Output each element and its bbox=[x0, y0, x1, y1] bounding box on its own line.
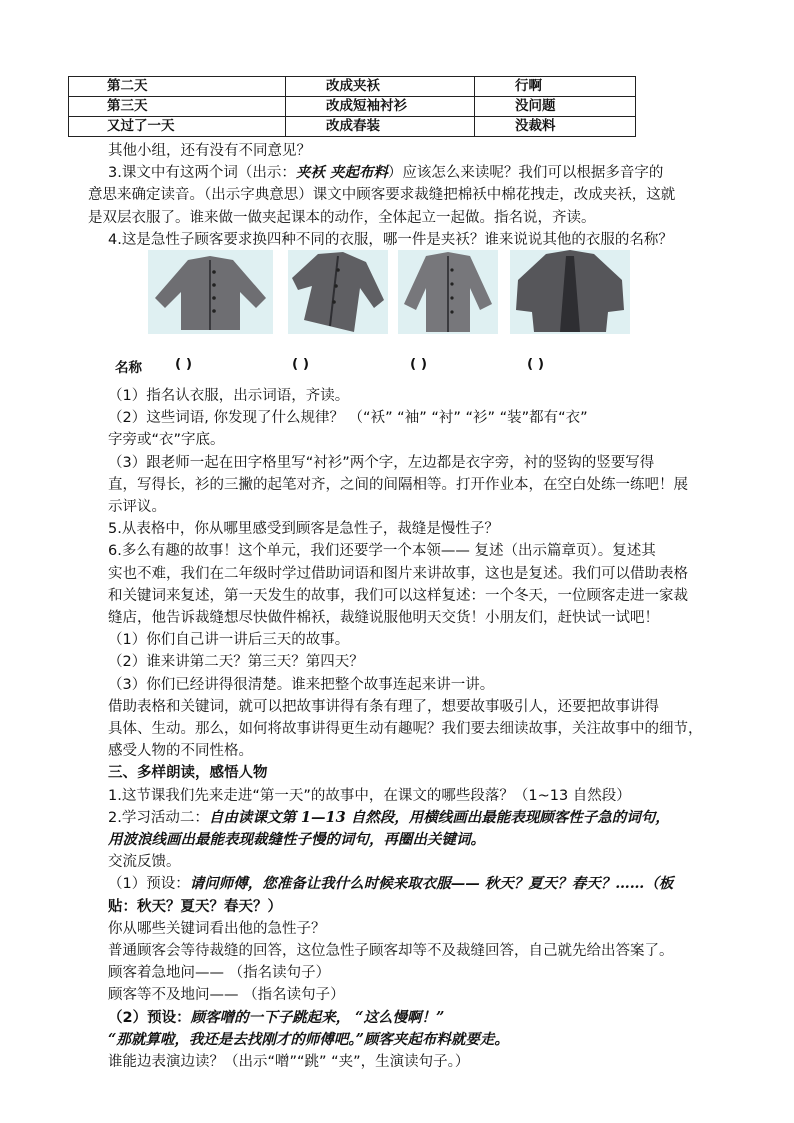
text-block-upper bbox=[88, 140, 728, 251]
paragraph: 1.这节课我们先来走进“第一天”的故事中，在课文的哪些段落？（1~13 自然段） bbox=[108, 787, 631, 804]
story-table bbox=[68, 76, 636, 137]
paragraph-line: 和关键词来复述，第一天发生的故事，我们可以这样复述：一个冬天，一位顾客走进一家裁 bbox=[108, 587, 688, 604]
table-cell: 改成短袖衬衫 bbox=[286, 97, 475, 117]
name-label: 名称 bbox=[115, 360, 142, 376]
cotton-jacket-icon bbox=[148, 250, 273, 334]
table-row bbox=[69, 117, 636, 137]
paragraph-line: 字旁或“衣”字底。 bbox=[108, 432, 225, 449]
paragraph bbox=[108, 807, 732, 829]
paragraph: 4.这是急性子顾客要求换四种不同的衣服，哪一件是夹袄？谁来说说其他的衣服的名称？ bbox=[108, 231, 673, 248]
name-blank: ( ) bbox=[410, 356, 428, 372]
text-run: ）应该怎么来读呢？我们可以根据多音字的 bbox=[387, 165, 664, 182]
paragraph-line: 是双层衣服了。谁来做一做夹起课本的动作，全体起立一起做。指名说，齐读。 bbox=[88, 209, 596, 226]
paragraph-line: 直，写得长，衫的三撇的起笔对齐，之间的间隔相等。打开作业本，在空白处练一练吧！展 bbox=[108, 476, 688, 493]
paragraph: 顾客着急地问—— （指名读句子） bbox=[108, 965, 331, 982]
text-run: （2）预设： bbox=[108, 1009, 191, 1026]
paragraph-line: “那就算啦，我还是去找刚才的师傅吧。”顾客夹起布料就要走。 bbox=[108, 1030, 509, 1048]
paragraph bbox=[108, 1007, 732, 1029]
paragraph-line: 意思来确定读音。（出示字典意思）课文中顾客要求裁缝把棉袄中棉花拽走，改成夹袄，这就 bbox=[88, 187, 676, 204]
paragraph: （3）跟老师一起在田字格里写“衬衫”两个字，左边都是衣字旁，衬的竖钩的竖要写得 bbox=[108, 454, 655, 471]
highlighted-words: 请问师傅，您准备让我什么时候来取衣服—— 秋天？夏天？春天？……（板 bbox=[189, 875, 674, 893]
paragraph: 其他小组，还有没有不同意见？ bbox=[108, 143, 311, 159]
paragraph: （1）你们自己讲一讲后三天的故事。 bbox=[108, 632, 350, 649]
table-cell: 第三天 bbox=[69, 97, 286, 117]
paragraph: 你从哪些关键词看出他的急性子？ bbox=[108, 920, 326, 937]
paragraph: 顾客等不及地问—— （指名读句子） bbox=[108, 987, 345, 1004]
paragraph: 6.多么有趣的故事！这个单元，我们还要学一个本领—— 复述（出示篇章页）。复述其 bbox=[108, 543, 656, 560]
text-block-lower bbox=[108, 385, 732, 1073]
lined-jacket-icon bbox=[288, 250, 388, 334]
paragraph: 普通顾客会等待裁缝的回答，这位急性子顾客却等不及裁缝回答，自己就先给出答案了。 bbox=[108, 943, 674, 960]
paragraph: （2）谁来讲第二天？第三天？第四天？ bbox=[108, 654, 364, 671]
table-cell: 没问题 bbox=[475, 97, 636, 117]
text-run: （1）预设： bbox=[108, 876, 190, 893]
paragraph-line: 缝店，他告诉裁缝想尽快做件棉袄，裁缝说服他明天交货！小朋友们，赶快试一试吧！ bbox=[108, 610, 659, 627]
table-cell: 第二天 bbox=[69, 77, 286, 97]
paragraph: （3）你们已经讲得很清楚。谁来把整个故事连起来讲一讲。 bbox=[108, 676, 495, 693]
table-row bbox=[69, 97, 636, 117]
table-cell: 又过了一天 bbox=[69, 117, 286, 137]
table-row bbox=[69, 77, 636, 97]
paragraph bbox=[108, 162, 728, 184]
paragraph: 交流反馈。 bbox=[108, 854, 181, 871]
name-blank: ( ) bbox=[292, 356, 310, 372]
paragraph-line: 用波浪线画出最能表现裁缝性子慢的词句，再圈出关键词。 bbox=[108, 831, 485, 849]
spring-coat-icon bbox=[510, 250, 630, 334]
section-heading: 三、多样朗读，感悟人物 bbox=[108, 765, 268, 782]
clothes-illustration bbox=[148, 250, 648, 335]
paragraph-line: 贴：秋天？夏天？春天？） bbox=[108, 898, 282, 915]
paragraph-line: 感受人物的不同性格。 bbox=[108, 743, 253, 760]
name-blank: ( ) bbox=[175, 356, 193, 372]
paragraph-line: 具体、生动。那么，如何将故事讲得更生动有趣呢？我们要去细读故事，关注故事中的细节， bbox=[108, 721, 703, 738]
paragraph: （2）这些词语, 你发现了什么规律？ （“袄” “袖” “衬” “衫” “装”都有“衣” bbox=[108, 410, 588, 427]
paragraph-line: 实也不难，我们在二年级时学过借助词语和图片来讲故事，这也是复述。我们可以借助表格 bbox=[108, 565, 688, 582]
paragraph-line: 示评议。 bbox=[108, 499, 166, 516]
paragraph bbox=[108, 873, 732, 895]
text-run: 2.学习活动二： bbox=[108, 809, 209, 826]
highlighted-words: 顾客噌的一下子跳起来， “这么慢啊！” bbox=[190, 1008, 445, 1026]
highlighted-words: 自由读课文第 1—13 自然段，用横线画出最能表现顾客性子急的词句， bbox=[208, 808, 670, 826]
name-blank: ( ) bbox=[527, 356, 545, 372]
text-run: 3.课文中有这两个词（出示： bbox=[108, 165, 296, 182]
table-cell: 改成夹袄 bbox=[286, 77, 475, 97]
table-cell: 没裁料 bbox=[475, 117, 636, 137]
paragraph: （1）指名认衣服，出示词语，齐读。 bbox=[108, 388, 350, 404]
table-cell: 改成春装 bbox=[286, 117, 475, 137]
table-cell: 行啊 bbox=[475, 77, 636, 97]
paragraph: 借助表格和关键词，就可以把故事讲得有条有理了，想要故事吸引人，还要把故事讲得 bbox=[108, 698, 659, 715]
paragraph: 谁能边表演边读？（出示“噌”“跳” “夹”，生演读句子。） bbox=[108, 1054, 470, 1071]
paragraph: 5.从表格中，你从哪里感受到顾客是急性子，裁缝是慢性子？ bbox=[108, 521, 499, 538]
highlighted-words: 夹袄 夹起布料 bbox=[295, 164, 388, 182]
shirt-icon bbox=[398, 250, 498, 334]
